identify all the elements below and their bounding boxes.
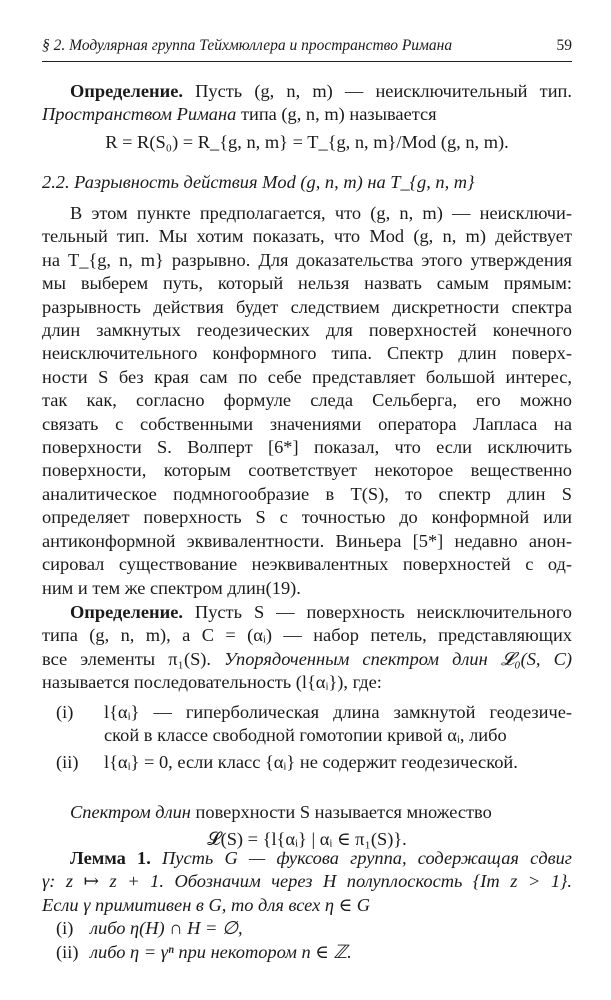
formula-riemann-space: R = R(S₀) = R_{g, n, m} = T_{g, n, m}/Mod (g, n, m). (105, 131, 509, 152)
lemma-1 (42, 847, 572, 964)
definition-line: типа (g, n, m), а C = (αᵢ) — набор петель, представляющих (42, 625, 572, 646)
lemma-line (42, 847, 572, 870)
definition-line (42, 80, 572, 103)
text-line: длин замкнутых геодезических для поверхностей конечного (42, 320, 572, 341)
text-line: на T_{g, n, m} разрывно. Для доказательства этого утверждения (42, 249, 572, 270)
text-line: мы выберем путь, который нельзя назвать самым прямым: (42, 273, 572, 294)
item-label: (ii) (56, 752, 79, 773)
definition-text: Пусть (g, n, m) — неисключительный тип. (195, 81, 572, 101)
definition-line (42, 801, 572, 824)
defined-term: Пространством Римана (42, 104, 237, 125)
defined-term: Спектром длин (70, 802, 191, 822)
text-line: В этом пункте предполагается, что (g, n, m) — неисключи- (70, 203, 572, 223)
definition-item (42, 751, 572, 774)
item-text: l{αᵢ} — гиперболическая длина замкнутой геодезиче- (104, 701, 572, 722)
definition-ordered-spectrum (42, 601, 572, 775)
lemma-text: Пусть G — фуксова группа, содержащая сдвиг (162, 848, 572, 868)
text-line: поверхности, которым соответствует некоторое вещественно (42, 460, 572, 481)
item-label: (ii) (56, 941, 79, 962)
definition-riemann-space (42, 80, 572, 154)
page-number: 59 (556, 37, 572, 54)
definition-item (42, 701, 572, 748)
definition-line (42, 648, 572, 671)
definition-line: называется последовательность (l{αᵢ}), где: (42, 672, 382, 693)
running-title: § 2. Модулярная группа Тейхмюллера и пространство Римана (42, 37, 453, 54)
paragraph-main (42, 202, 572, 600)
text-line: так как, согласно формуле следа Сельберга, его можно (42, 390, 572, 411)
text-line: разрывность действия будет следствием дискретности спектра (42, 296, 572, 317)
definition-label: Определение. (70, 602, 183, 622)
text-line: ним и тем же спектром длин(19). (42, 577, 301, 598)
section-heading: 2.2. Разрывность действия Mod (g, n, m) на T_{g, n, m} (42, 172, 475, 192)
lemma-label: Лемма 1. (70, 848, 151, 868)
formula-length-spectrum: 𝓛(S) = {l{αᵢ} | αᵢ ∈ π₁(S)}. (207, 829, 407, 850)
item-label: (i) (56, 918, 74, 939)
item-text: ской в классе свободной гомотопии кривой αᵢ, либо (104, 725, 507, 746)
item-label: (i) (56, 701, 74, 722)
text-line: связать с собственными значениями оператора Лапласа на (42, 413, 572, 434)
item-text: либо η = γⁿ при некотором n ∈ ℤ. (90, 941, 352, 962)
definition-text: Пусть S — поверхность неисключительного (194, 602, 572, 622)
item-text: l{αᵢ} = 0, если класс {αᵢ} не содержит геодезической. (104, 752, 518, 773)
definition-line (42, 601, 572, 624)
lemma-line: Если γ примитивен в G, то для всех η ∈ G (42, 894, 371, 915)
definition-line (42, 103, 572, 126)
text-line: поверхности S. Волперт [6*] показал, что если исключить (42, 437, 572, 458)
text-line: аналитическое подмногообразие в T(S), то спектр длин S (42, 483, 572, 504)
text-line: антиконформной эквивалентности. Виньера [5*] недавно анон- (42, 530, 572, 551)
item-text: либо η(H) ∩ H = ∅, (90, 918, 243, 939)
lemma-line: γ: z ↦ z + 1. Обозначим через H полуплоскость {Im z > 1}. (42, 871, 572, 892)
defined-term: Упорядоченным спектром длин 𝓛₀(S, C) (224, 648, 573, 669)
text-line: неисключительного конформного типа. Спектр длин поверх- (42, 343, 572, 364)
definition-label: Определение. (70, 81, 183, 101)
spectrum-definition (42, 801, 572, 852)
lemma-item (42, 941, 572, 964)
definition-text: типа (g, n, m) называется (240, 104, 437, 125)
text-line: сировал существование неэквивалентных поверхностей с од- (42, 554, 572, 575)
text-line: определяет поверхность S с точностью до конформной или (42, 507, 572, 528)
definition-text: поверхности S называется множество (195, 802, 492, 822)
running-header (42, 36, 572, 62)
lemma-item (42, 917, 572, 940)
definition-text: все элементы π₁(S). (42, 648, 212, 669)
text-line: тельный тип. Мы хотим показать, что Mod (g, n, m) действует (42, 226, 572, 247)
text-line: ности S без края сам по себе представляет большой интерес, (42, 366, 572, 387)
